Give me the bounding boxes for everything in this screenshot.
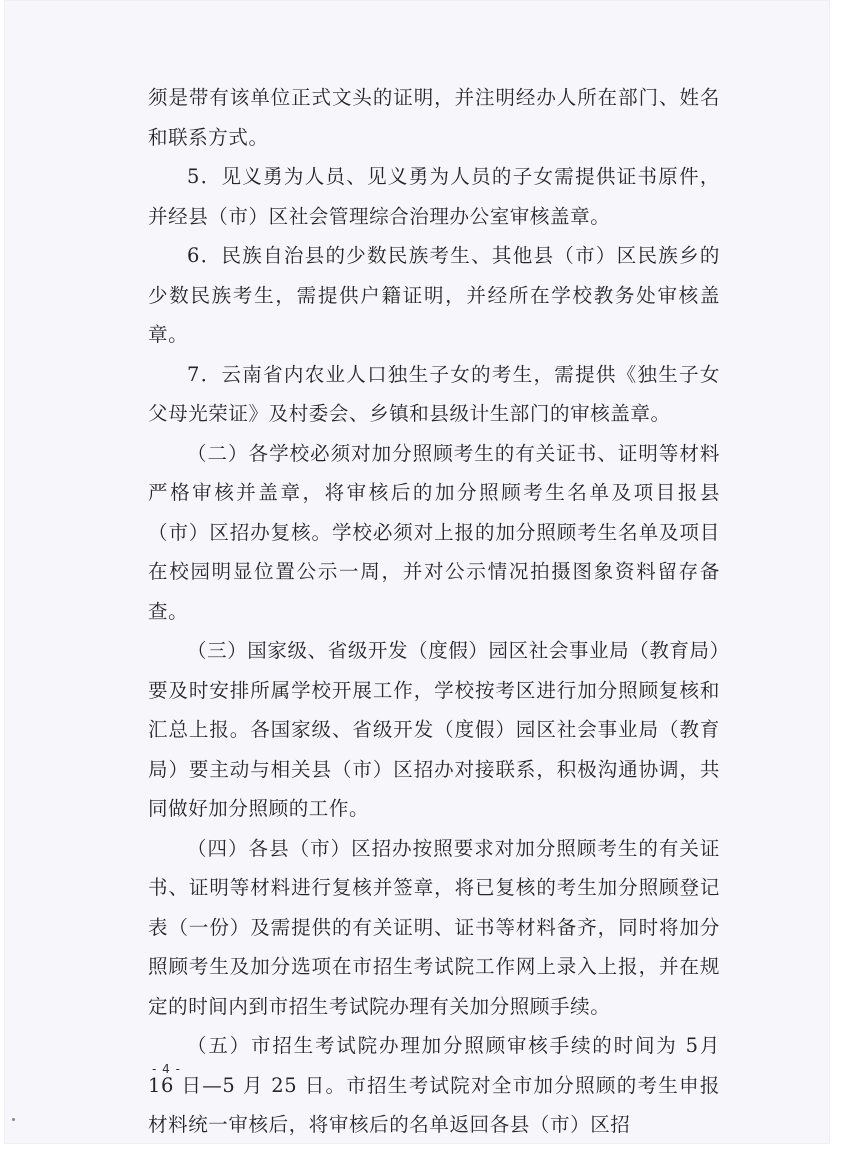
paragraph-item-5: 5．见义勇为人员、见义勇为人员的子女需提供证书原件，并经县（市）区社会管理综合治理办公室审核盖章。 [148,165,720,228]
paragraph-item-6: 6．民族自治县的少数民族考生、其他县（市）区民族乡的少数民族考生，需提供户籍证明，并经所在学校教务处审核盖章。 [148,244,720,346]
document-page [4,0,830,1144]
document-body [148,78,720,1144]
paragraph-section-4: （四）各县（市）区招办按照要求对加分照顾考生的有关证书、证明等材料进行复核并签章，将已复核的考生加分照顾登记表（一份）及需提供的有关证明、证书等材料备齐，同时将加分照顾考生及加分选项在市招生考试院工作网上录入上报，并在规定的时间内到市招生考试院办理有关加分照顾手续。 [148,836,720,1018]
paragraph-item-7: 7．云南省内农业人口独生子女的考生，需提供《独生子女父母光荣证》及村委会、乡镇和县级计生部门的审核盖章。 [148,362,720,425]
paragraph-continuation: 须是带有该单位正式文头的证明，并注明经办人所在部门、姓名和联系方式。 [148,86,720,149]
page-number: - 4 - [152,1062,181,1076]
paragraph-section-2: （二）各学校必须对加分照顾考生的有关证书、证明等材料严格审核并盖章，将审核后的加分照顾考生名单及项目报县（市）区招办复核。学校必须对上报的加分照顾考生名单及项目在校园明显位置公示一周，并对公示情况拍摄图象资料留存备查。 [148,441,720,623]
scan-dot-mark [12,1118,15,1121]
paragraph-section-5: （五）市招生考试院办理加分照顾审核手续的时间为 5月 16 日—5 月 25 日。市招生考试院对全市加分照顾的考生申报材料统一审核后，将审核后的名单返回各县（市）区招 [148,1034,720,1136]
paragraph-section-3: （三）国家级、省级开发（度假）园区社会事业局（教育局）要及时安排所属学校开展工作，学校按考区进行加分照顾复核和汇总上报。各国家级、省级开发（度假）园区社会事业局（教育局）要主动与相关县（市）区招办对接联系，积极沟通协调，共同做好加分照顾的工作。 [148,639,720,820]
